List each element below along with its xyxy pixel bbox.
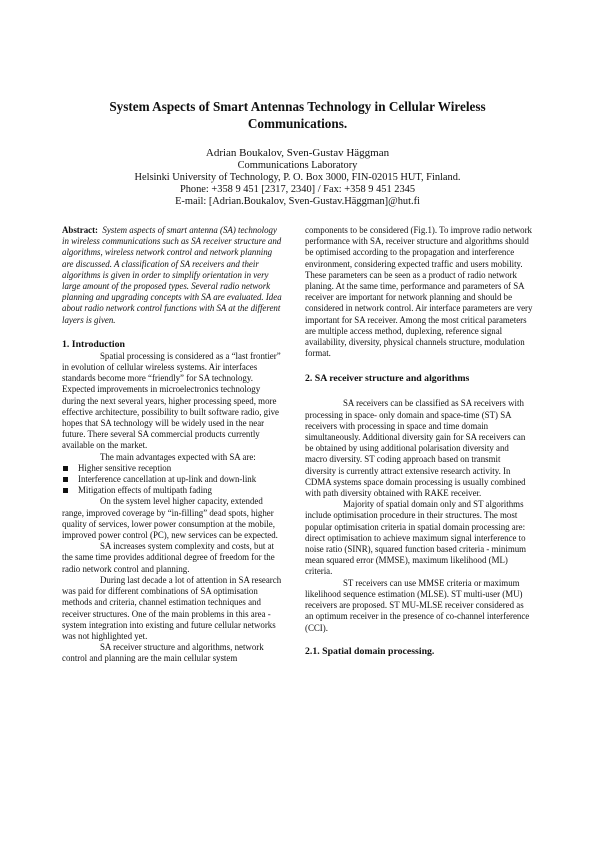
intro-paragraph-2: The main advantages expected with SA are: bbox=[100, 451, 256, 462]
affiliation-university: Helsinki University of Technology, P. O. Box 3000, FIN-02015 HUT, Finland. bbox=[134, 172, 461, 183]
intro-paragraph-4: SA increases system complexity and costs, but at the same time provides additional degree of freedom for the radio network control and planning. bbox=[62, 541, 275, 574]
bullet-icon bbox=[63, 477, 68, 482]
section-heading-spatial-domain: 2.1. Spatial domain processing. bbox=[305, 645, 435, 657]
right-paragraph-1: components to be considered (Fig.1). To improve radio network performance with SA, receiver structure and algorithms should be optimised according to the propagation and interference environment, considering expected traffic and users mobility. These parameters can be seen as a product of radio network planing. At the same time, performance and parameters of SA receiver are important for network planning and should be considered in network control. Air interface parameters are very important for SA receiver. Among the most critical parameters are multiple access method, duplexing, reference signal availability, diversity, physical channels structure, modulation format. bbox=[305, 225, 533, 359]
affiliation-lab: Communications Laboratory bbox=[237, 160, 358, 171]
abstract bbox=[62, 225, 285, 326]
sec2-paragraph-1: SA receivers can be classified as SA receivers with processing in space- only domain and space-time (ST) SA receivers with processing in space and time domain simultaneously. Additional diversity gain for SA receivers can be obtained by using additional polarisation diversity and macro diversity. ST coding approach based on transmit diversity is currently attract extensive research activity. In CDMA systems space domain processing is usually combined with path diversity obtained with RAKE receiver. bbox=[305, 398, 526, 499]
author-names: Adrian Boukalov, Sven-Gustav Häggman bbox=[205, 147, 390, 159]
affiliation-email: E-mail: [Adrian.Boukalov, Sven-Gustav.Häggman]@hut.fi bbox=[175, 196, 420, 207]
list-item bbox=[62, 474, 285, 485]
list-item-text: Higher sensitive reception bbox=[78, 462, 172, 473]
section-heading-sa-receiver: 2. SA receiver structure and algorithms bbox=[305, 373, 470, 385]
bullet-icon bbox=[63, 466, 68, 471]
list-item-text: Mitigation effects of multipath fading bbox=[78, 485, 212, 496]
list-item-text: Interference cancellation at up-link and down-link bbox=[78, 474, 257, 485]
intro-paragraph-6: SA receiver structure and algorithms, network control and planning are the main cellular system bbox=[62, 642, 264, 664]
advantages-list bbox=[62, 463, 285, 497]
affiliation-phone: Phone: +358 9 451 [2317, 2340] / Fax: +358 9 451 2345 bbox=[179, 184, 416, 195]
intro-paragraph-1: Spatial processing is considered as a “last frontier” in evolution of cellular wireless systems. Air interfaces standards become more “friendly” for SA technology. Expected improvements in microelectronics technology during the next several years, higher processing speed, more effective architecture, possibility to built software radio, give hopes that SA technology will be widely used in the near future. There several SA commercial products currently available on the market. bbox=[62, 350, 281, 451]
bullet-icon bbox=[63, 488, 68, 493]
list-item bbox=[62, 463, 285, 474]
sec2-paragraph-2: Majority of spatial domain only and ST algorithms include optimisation procedure in their structures. The most popular optimisation criteria in spatial domain processing are: direct optimisation to achieve maximum signal interference to noise ratio (SINR), squared function based criteria - minimum mean squared error (MMSE), maximum likelihood (ML) criteria. bbox=[305, 499, 527, 577]
intro-paragraph-3: On the system level higher capacity, extended range, improved coverage by “in-filling” dead spots, higher quality of services, lower power consumption at the mobile, improved power control (PC), new services can be expected. bbox=[62, 496, 278, 541]
section-heading-introduction: 1. Introduction bbox=[62, 338, 125, 350]
author-block bbox=[60, 146, 535, 208]
list-item bbox=[62, 485, 285, 496]
paper-title: System Aspects of Smart Antennas Technology in Cellular Wireless Communications. bbox=[109, 99, 486, 131]
left-column bbox=[62, 225, 285, 665]
sec2-paragraph-3: ST receivers can use MMSE criteria or maximum likelihood sequence estimation (MLSE). ST multi-user (MU) receivers are proposed. ST MU-MLSE receiver considered as an optimum receiver in the presence of co-channel interference (CCI). bbox=[305, 577, 530, 633]
abstract-label: Abstract: bbox=[62, 225, 98, 235]
abstract-text: System aspects of smart antenna (SA) technology in wireless communications such as SA receiver structure and algorithms, wireless network control and network planning are discussed. A classification of SA receivers and their algorithms is given in order to simplify orientation in very large amount of the proposed types. Several radio network planning and upgrading concepts with SA are evaluated. Idea about radio network control functions with SA at the different layers is given. bbox=[62, 225, 282, 325]
intro-paragraph-5: During last decade a lot of attention in SA research was paid for different combinations of SA optimisation methods and criteria, channel estimation techniques and receiver structures. One of the main problems in this area - system integration into existing and future cellular networks was not highlighted yet. bbox=[62, 574, 282, 641]
right-column bbox=[305, 225, 533, 658]
